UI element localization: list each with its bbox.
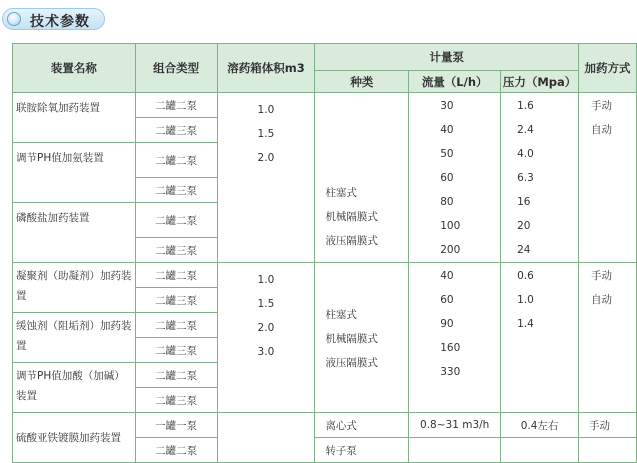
- combo-cell: 二罐三泵: [135, 338, 217, 363]
- flow-value: 160: [440, 342, 461, 354]
- pressure-value: 20: [517, 220, 531, 232]
- header-flow: 流量（L/h）: [409, 71, 501, 93]
- flow-cell: [409, 263, 501, 413]
- volume-value: 1.0: [257, 104, 275, 116]
- combo-cell: 一罐一泵: [135, 413, 217, 438]
- pressure-value: 6.3: [517, 172, 534, 184]
- pump-type-value: 液压隔膜式: [325, 235, 378, 247]
- pump-type-value: 离心式: [315, 413, 409, 438]
- flow-value: 60: [440, 294, 454, 306]
- combo-cell: 二罐三泵: [135, 178, 217, 203]
- volume-value: 2.0: [257, 152, 275, 164]
- flow-value: 40: [440, 270, 454, 282]
- volume-value: 1.5: [257, 128, 275, 140]
- pressure-value: 4.0: [517, 148, 534, 160]
- flow-value: 30: [440, 100, 454, 112]
- flow-value: 90: [440, 318, 454, 330]
- pressure-value: 0.6: [517, 270, 534, 282]
- combo-cell: 二罐三泵: [135, 238, 217, 263]
- combo-cell: 二罐二泵: [135, 363, 217, 388]
- bullet-circle-icon: [7, 12, 21, 26]
- pump-type-cell: [315, 263, 409, 413]
- pump-type-value: 液压隔膜式: [325, 357, 378, 369]
- pressure-cell: [501, 263, 579, 413]
- combo-cell: 二罐二泵: [135, 313, 217, 338]
- pump-type-value: 柱塞式: [325, 187, 357, 199]
- pressure-value: 0.4左右: [501, 413, 579, 438]
- combo-cell: 二罐三泵: [135, 388, 217, 413]
- volume-cell-empty: [217, 413, 315, 463]
- mode-value: 自动: [591, 124, 613, 136]
- pressure-value: 1.4: [517, 318, 534, 330]
- volume-value: 2.0: [257, 322, 275, 334]
- mode-value: 自动: [591, 294, 613, 306]
- mode-value: 手动: [579, 413, 637, 438]
- volume-cell: [217, 263, 315, 413]
- flow-value: 80: [440, 196, 454, 208]
- pressure-value: 1.0: [517, 294, 534, 306]
- device-name-cell: 调节PH值加酸（加碱）装置: [13, 363, 136, 413]
- header-dosing-mode: 加药方式: [579, 44, 637, 93]
- combo-cell: 二罐二泵: [135, 438, 217, 463]
- mode-cell: [579, 263, 637, 413]
- header-pump-type: 种类: [315, 71, 409, 93]
- pressure-value: 2.4: [517, 124, 534, 136]
- device-name-cell: 缓蚀剂（阻垢剂）加药装置: [13, 313, 136, 363]
- pressure-value: 16: [517, 196, 531, 208]
- combo-cell: 二罐二泵: [135, 143, 217, 178]
- flow-value: 50: [440, 148, 454, 160]
- flow-cell: [409, 93, 501, 263]
- combo-cell: 二罐二泵: [135, 93, 217, 118]
- pressure-cell: [501, 93, 579, 263]
- device-name-cell: 调节PH值加氨装置: [13, 143, 136, 203]
- flow-value: 40: [440, 124, 454, 136]
- mode-cell-empty: [579, 438, 637, 463]
- pump-type-value: 机械隔膜式: [325, 211, 378, 223]
- device-name-cell: 联胺除氧加药装置: [13, 93, 136, 143]
- pressure-cell-empty: [501, 438, 579, 463]
- pump-type-value: 机械隔膜式: [325, 333, 378, 345]
- header-pressure: 压力（Mpa）: [501, 71, 579, 93]
- flow-cell-empty: [409, 438, 501, 463]
- mode-value: 手动: [591, 100, 613, 112]
- pressure-value: 24: [517, 244, 531, 256]
- device-name-cell: 凝聚剂（助凝剂）加药装置: [13, 263, 136, 313]
- pump-type-value: 转子泵: [315, 438, 409, 463]
- header-device-name: 装置名称: [13, 44, 136, 93]
- combo-cell: 二罐二泵: [135, 263, 217, 288]
- volume-value: 1.5: [257, 298, 275, 310]
- pressure-value: 1.6: [517, 100, 534, 112]
- mode-cell: [579, 93, 637, 263]
- flow-value: 60: [440, 172, 454, 184]
- flow-value: 200: [440, 244, 461, 256]
- pump-type-value: 柱塞式: [325, 309, 357, 321]
- combo-cell: 二罐二泵: [135, 203, 217, 238]
- section-header: [2, 8, 105, 30]
- header-tank-volume: 溶药箱体积m3: [217, 44, 315, 93]
- volume-value: 1.0: [257, 274, 275, 286]
- device-name-cell: 硫酸亚铁镀膜加药装置: [13, 413, 136, 463]
- volume-cell: [217, 93, 315, 263]
- device-name-cell: 磷酸盐加药装置: [13, 203, 136, 263]
- combo-cell: 二罐三泵: [135, 118, 217, 143]
- section-title: 技术参数: [30, 14, 90, 30]
- flow-value: 100: [440, 220, 461, 232]
- flow-value: 0.8~31 m3/h: [409, 413, 501, 438]
- flow-value: 330: [440, 366, 461, 378]
- header-metering-pump: 计量泵: [315, 44, 579, 71]
- mode-value: 手动: [591, 270, 613, 282]
- tech-params-table: [12, 43, 637, 463]
- pump-type-cell: [315, 93, 409, 263]
- combo-cell: 二罐三泵: [135, 288, 217, 313]
- header-combo-type: 组合类型: [135, 44, 217, 93]
- volume-value: 3.0: [257, 346, 275, 358]
